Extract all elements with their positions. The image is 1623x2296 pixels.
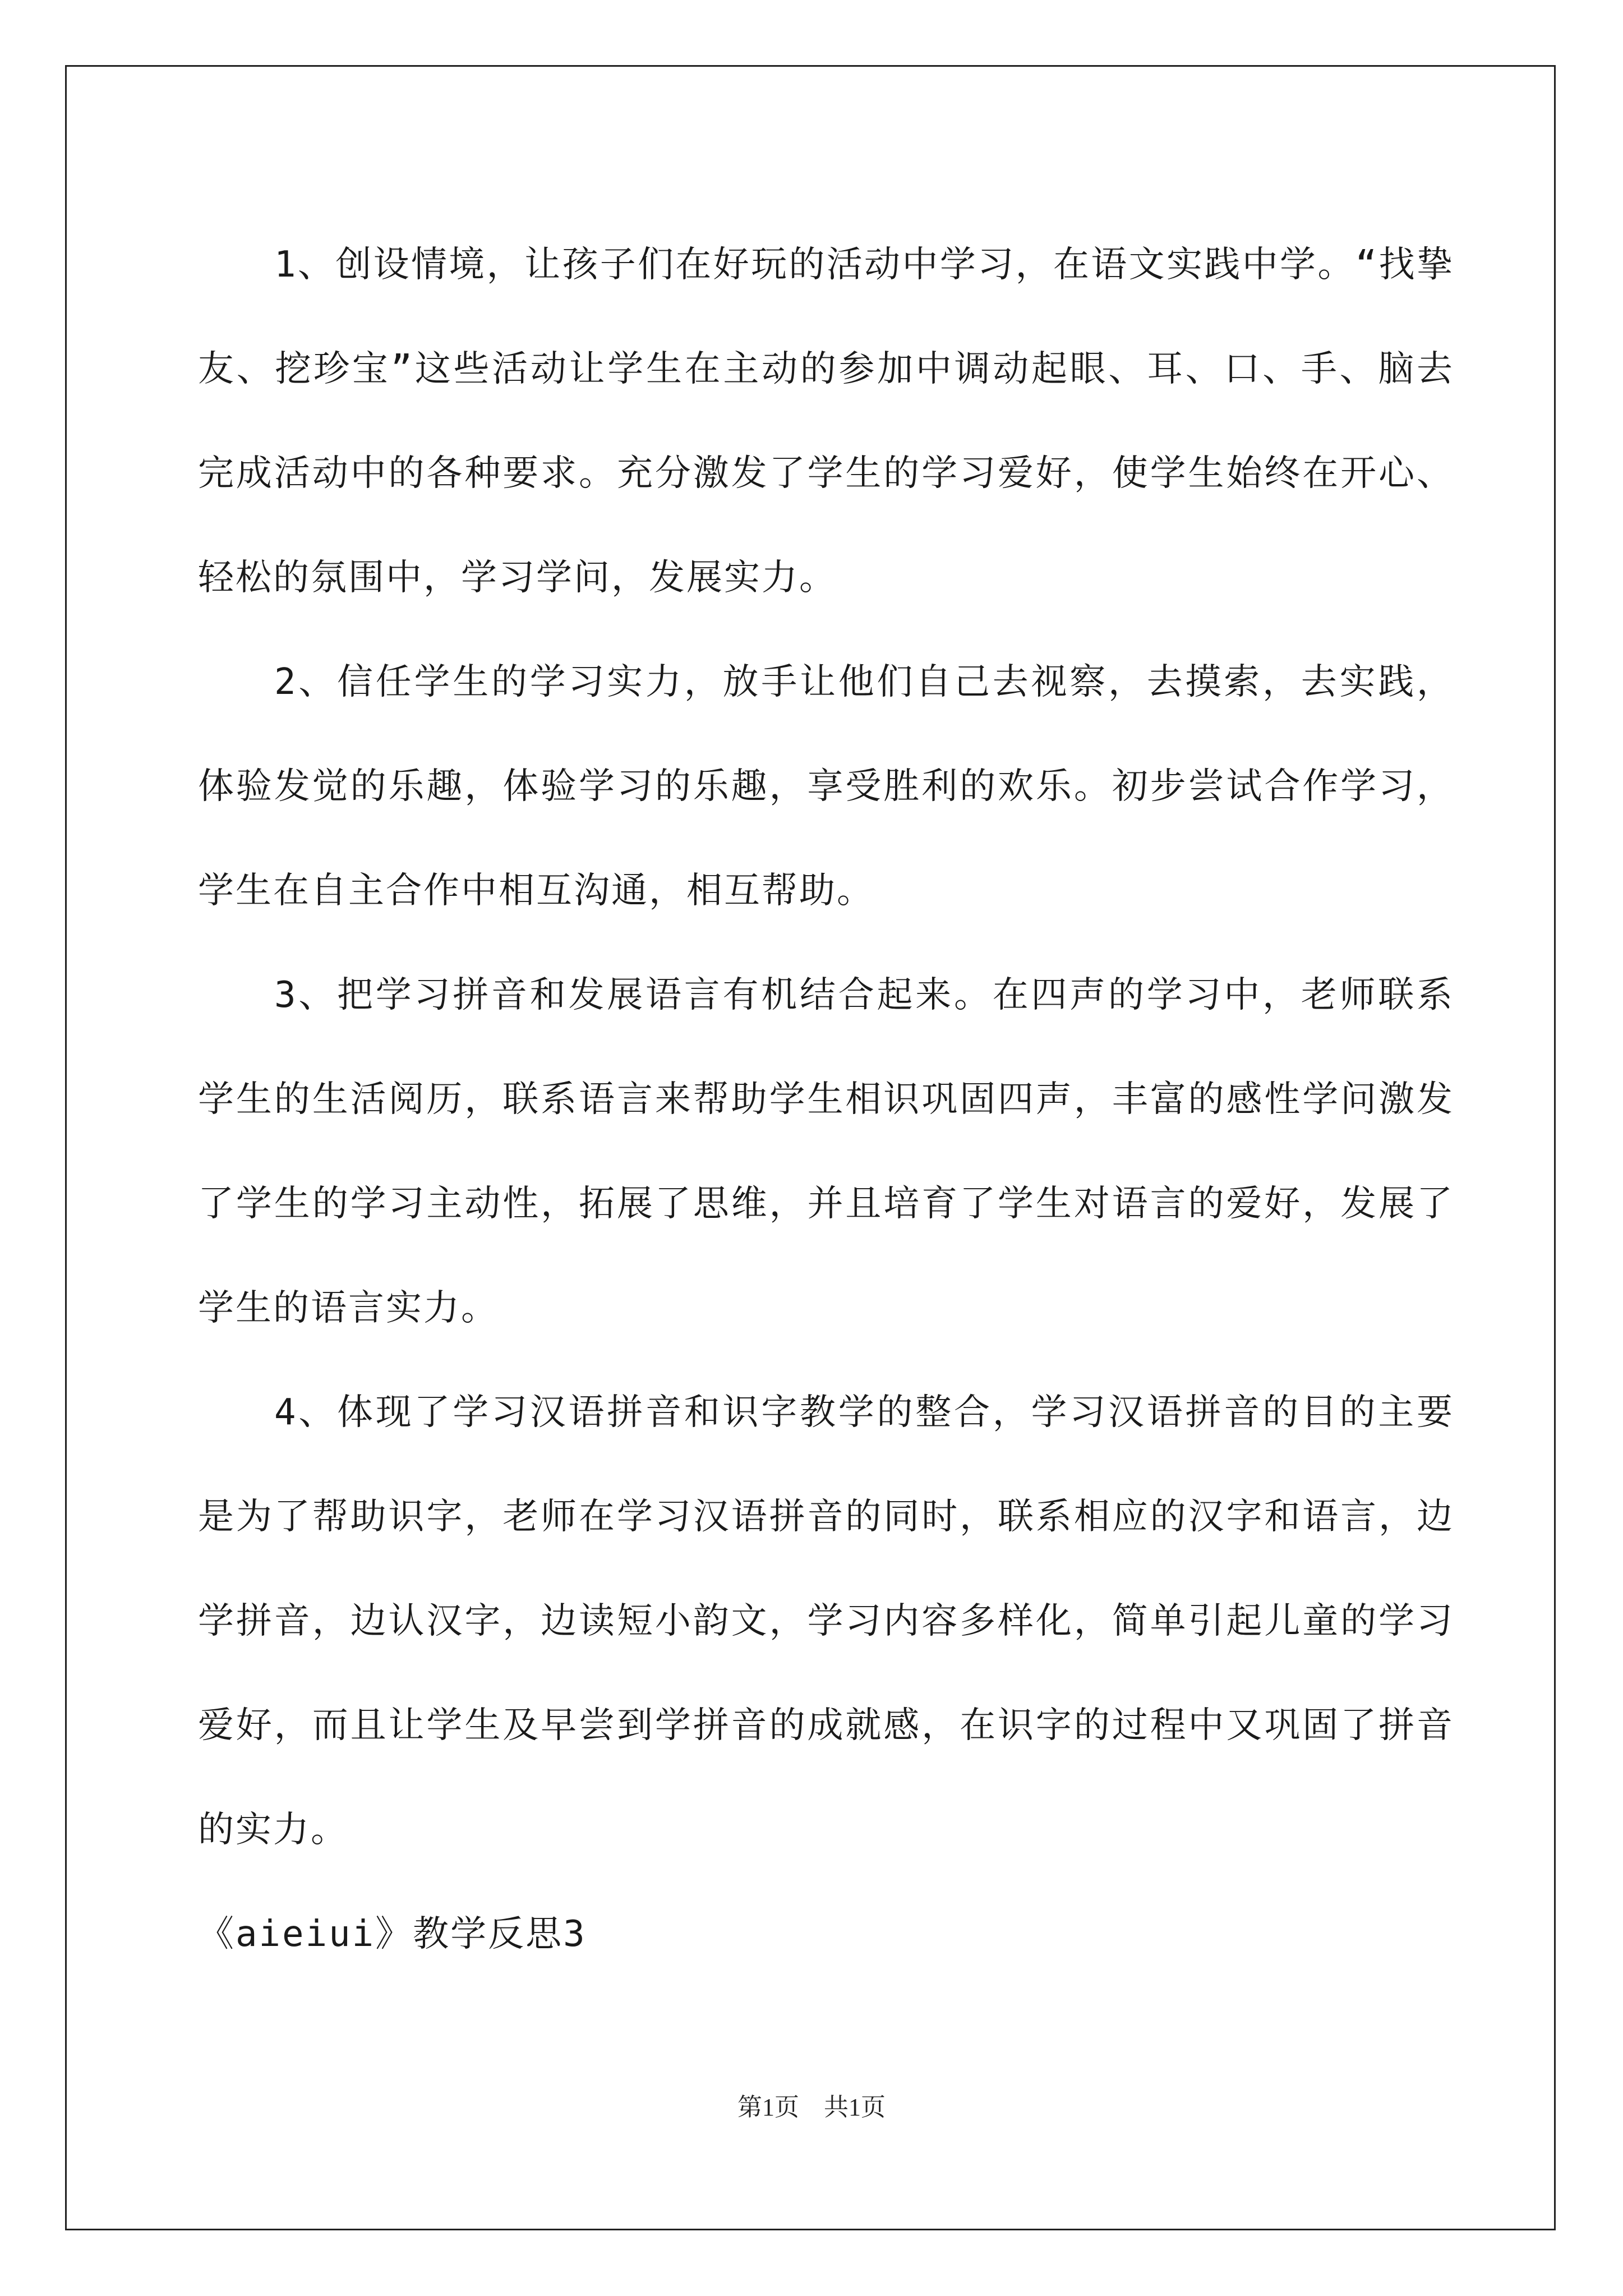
section-title: 《aieiui》教学反思3	[198, 1913, 587, 1955]
paragraph-2: 2、信任学生的学习实力，放手让他们自己去视察，去摸索，去实践，体验发觉的乐趣，体验学习的乐趣，享受胜利的欢乐。初步尝试合作学习，学生在自主合作中相互沟通，相互帮助。	[198, 661, 1454, 912]
paragraph-3: 3、把学习拼音和发展语言有机结合起来。在四声的学习中，老师联系学生的生活阅历，联系语言来帮助学生相识巩固四声，丰富的感性学问激发了学生的学习主动性，拓展了思维，并且培育了学生对语言的爱好，发展了学生的语言实力。	[198, 974, 1454, 1329]
document-body	[198, 213, 1454, 1986]
paragraph-1: 1、创设情境，让孩子们在好玩的活动中学习，在语文实践中学。“找挚友、挖珍宝”这些活动让学生在主动的参加中调动起眼、耳、口、手、脑去完成活动中的各种要求。充分激发了学生的学习爱好，使学生始终在开心、轻松的氛围中，学习学问，发展实力。	[198, 244, 1454, 599]
page-footer	[0, 2087, 1623, 2123]
paragraph-4: 4、体现了学习汉语拼音和识字教学的整合，学习汉语拼音的目的主要是为了帮助识字，老师在学习汉语拼音的同时，联系相应的汉字和语言，边学拼音，边认汉字，边读短小韵文，学习内容多样化，简单引起儿童的学习爱好，而且让学生及早尝到学拼音的成就感，在识字的过程中又巩固了拼音的实力。	[198, 1392, 1454, 1851]
page-number: 第1页	[737, 2093, 799, 2121]
page-total: 共1页	[824, 2093, 886, 2121]
